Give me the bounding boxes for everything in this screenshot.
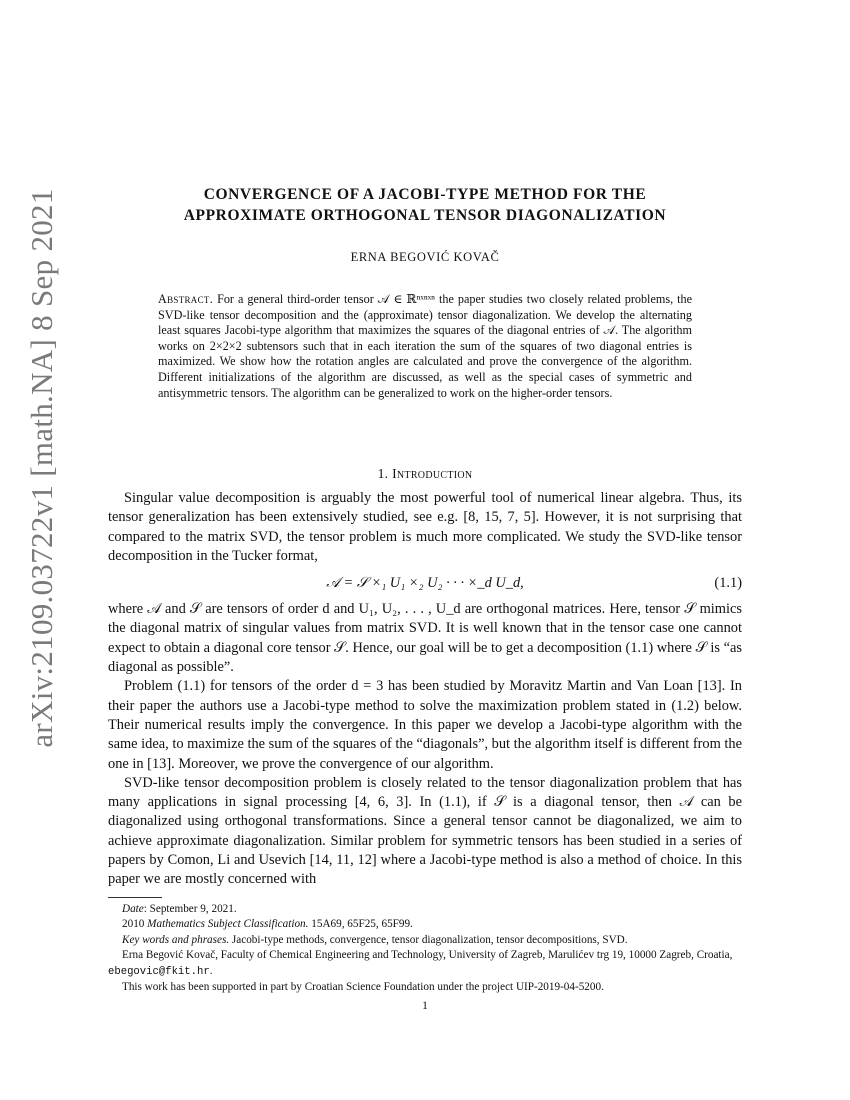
affiliation-text: Erna Begović Kovač, Faculty of Chemical Engineering and Technology, University of Zagreb, Marulićev trg 19, 10000 Zagreb, Croatia,: [122, 949, 733, 962]
body-text: [108, 489, 742, 890]
arxiv-margin-stamp: [22, 188, 62, 748]
equation-number: (1.1): [714, 575, 742, 592]
paragraph-4: SVD-like tensor decomposition problem is closely related to the tensor diagonalization problem that has many applications in signal processing [4, 6, 3]. In (1.1), if 𝒮 is a diagonal tensor, then 𝒜 can be diagonalized using orthogonal transformations. Since a general tensor cannot be diagonalized, we aim to achieve approximate diagonalization. Similar problem for symmetric tensors has been studied in a series of papers by Comon, Li and Usevich [14, 11, 12] where a Jacobi-type method is also a method of choice. In this paper we are mostly concerned with: [108, 774, 742, 888]
author-email[interactable]: ebegovic@fkit.hr: [108, 965, 210, 978]
date-label: Date: [122, 903, 144, 915]
footnotes: [108, 902, 742, 995]
footnote-affiliation: [108, 948, 742, 980]
paragraph-1: Singular value decomposition is arguably the most powerful tool of numerical linear algebra. Thus, its tensor generalization has been extensively studied, see e.g. [8, 15, 7, 5]. However, it is not surprising that compared to the matrix SVD, the tensor problem is much more complicated. We study the SVD-like tensor decomposition in the Tucker format,: [108, 490, 742, 564]
footnote-date: [108, 902, 742, 917]
msc-year: 2010: [122, 918, 145, 931]
author-name: ERNA BEGOVIĆ KOVAČ: [350, 250, 500, 264]
msc-label: Mathematics Subject Classification.: [147, 918, 309, 931]
footnote-rule: [108, 897, 162, 898]
abstract-text: For a general third-order tensor 𝒜 ∈ ℝⁿˣⁿˣⁿ the paper studies two closely related problems, the SVD-like tensor decomposition and the (approximate) tensor diagonalization. We develop the alternating least squares Jacobi-type algorithm that maximizes the squares of the diagonal entries of 𝒜. The algorithm works on 2×2×2 subtensors such that in each iteration the sum of the squares of two diagonal entries is maximized. We show how the rotation angles are calculated and prove the convergence of the algorithm. Different initializations of the algorithm are discussed, as well as the special cases of symmetric and antisymmetric tensors. The algorithm can be generalized to work on the higher-order tensors.: [158, 292, 693, 400]
page-number: 1: [422, 1000, 428, 1012]
abstract: [158, 292, 692, 401]
affiliation-end: .: [209, 964, 213, 977]
footnote-msc: [108, 917, 742, 932]
equation-text: 𝒜 = 𝒮 ×₁ U₁ ×₂ U₂ · · · ×_d U_d,: [326, 575, 524, 592]
footnote-keywords: [108, 933, 742, 948]
paragraph-3: Problem (1.1) for tensors of the order d = 3 has been studied by Moravitz Martin and Van Loan [13]. In their paper the authors use a Jacobi-type method to solve the maximization problem stated in (1.2) below. Their numerical results imply the convergence. In this paper we develop a Jacobi-type algorithm with the same idea, to maximize the sum of the squares of the “diagonals”, but the algorithm itself is different from the one in [13]. Moreover, we prove the convergence of our algorithm.: [108, 678, 742, 772]
footnote-funding: This work has been supported in part by Croatian Science Foundation under the project UIP-2019-04-5200.: [122, 981, 604, 994]
paragraph-2: where 𝒜 and 𝒮 are tensors of order d and U₁, U₂, . . . , U_d are orthogonal matrices. Here, tensor 𝒮 mimics the diagonal matrix of singular values from matrix SVD. It is well known that in the tensor case one cannot expect to obtain a diagonal core tensor 𝒮. Hence, our goal will be to get a decomposition (1.1) where 𝒮 is “as diagonal as possible”.: [108, 601, 742, 676]
title-line-2: APPROXIMATE ORTHOGONAL TENSOR DIAGONALIZATION: [183, 207, 667, 224]
msc-codes: 15A69, 65F25, 65F99.: [308, 918, 413, 931]
abstract-label: Abstract.: [158, 292, 214, 306]
title-line-1: CONVERGENCE OF A JACOBI-TYPE METHOD FOR THE: [203, 186, 647, 203]
paper-title: [100, 184, 750, 226]
keywords-text: Jacobi-type methods, convergence, tensor diagonalization, tensor decompositions, SVD.: [229, 933, 628, 946]
date-value: : September 9, 2021.: [143, 903, 237, 915]
keywords-label: Key words and phrases.: [122, 933, 230, 946]
arxiv-identifier: arXiv:2109.03722v1 [math.NA] 8 Sep 2021: [24, 188, 59, 748]
section-heading: 1. Introduction: [377, 466, 473, 481]
equation-1-1: [108, 566, 742, 600]
